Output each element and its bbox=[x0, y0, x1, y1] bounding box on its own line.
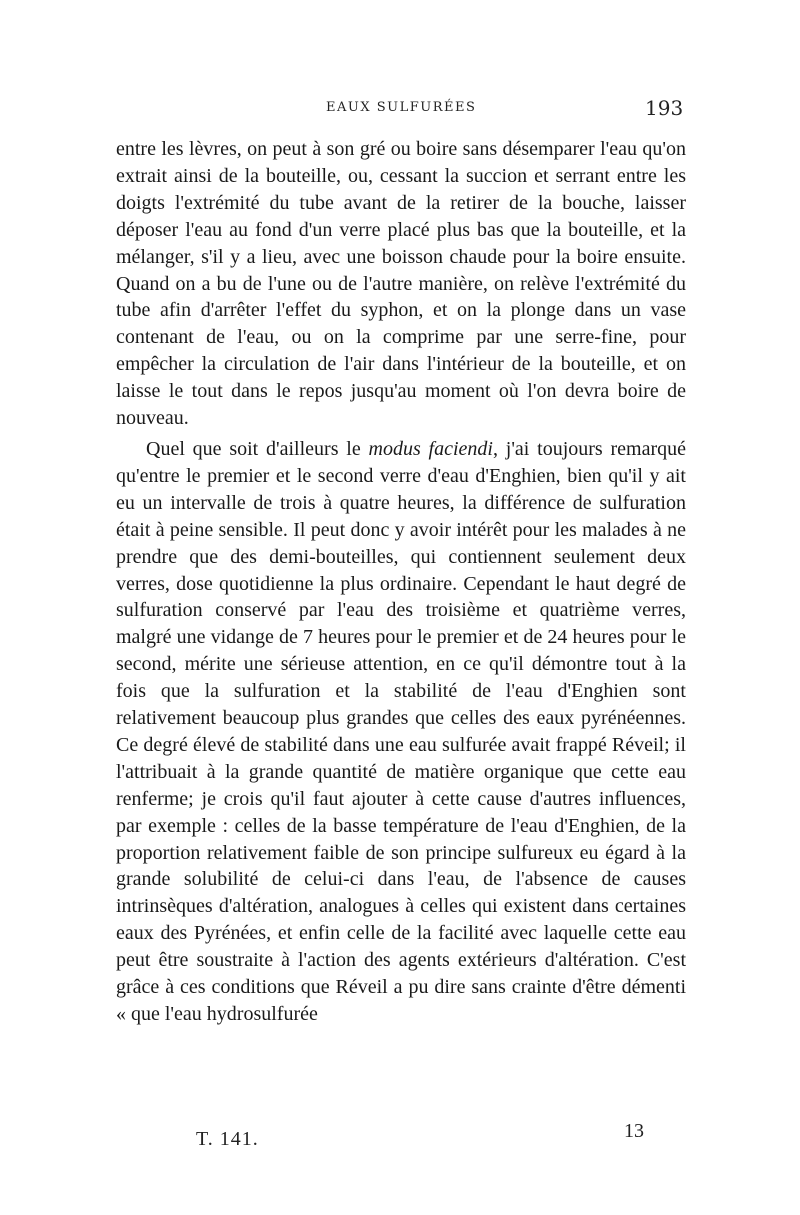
running-head: EAUX SULFURÉES bbox=[326, 100, 477, 115]
signature-mark: T. 141. bbox=[196, 1128, 259, 1150]
body-text bbox=[116, 136, 686, 1028]
latin-phrase: modus faciendi bbox=[368, 437, 493, 460]
paragraph-2-rest: , j'ai toujours remarqué qu'entre le premier et le second verre d'eau d'Enghien, bien qu'il y ait eu un intervalle de trois à quatre heures, la différence de sulfuration était à peine sensible. Il peut donc y avoir intérêt pour les malades à ne prendre que des demi-bouteilles, qui contiennent seulement deux verres, dose quotidienne la plus ordinaire. Cependant le haut degré de sulfuration conservé par l'eau des troisième et quatrième verres, malgré une vidange de 7 heures pour le premier et de 24 heures pour le second, mérite une sérieuse attention, en ce qu'il démontre tout à la fois que la sulfuration et la stabilité de l'eau d'Enghien sont relativement beaucoup plus grandes que celles des eaux pyrénéennes. Ce degré élevé de stabilité dans une eau sulfurée avait frappé Réveil; il l'attribuait à la grande quantité de matière organique que cette eau renferme; je crois qu'il faut ajouter à cette cause d'autres influences, par exemple : celles de la basse température de l'eau d'Enghien, de la proportion relativement faible de son principe sulfureux eu égard à la grande solubilité de celui-ci dans l'eau, de l'absence de causes intrinsèques d'altération, analogues à celles qui existent dans certaines eaux des Pyrénées, et enfin celle de la facilité avec laquelle cette eau peut être soustraite à l'action des agents extérieurs d'altération. C'est grâce à ces conditions que Réveil a pu dire sans crainte d'être démenti « que l'eau hydrosulfurée bbox=[116, 437, 686, 1025]
page-number: 193 bbox=[645, 96, 684, 120]
paragraph-1: entre les lèvres, on peut à son gré ou boire sans désemparer l'eau qu'on extrait ainsi de la bouteille, ou, cessant la succion et serrant entre les doigts l'extrémité du tube avant de la retirer de la bouche, laisser déposer l'eau au fond d'un verre placé plus bas que la bouteille, et la mélanger, s'il y a lieu, avec une boisson chaude pour la boire ensuite. Quand on a bu de l'une ou de l'autre manière, on relève l'extrémité du tube afin d'arrêter l'effet du syphon, et on la plonge dans un vase contenant de l'eau, ou on la comprime par une serre-fine, pour empêcher la circulation de l'air dans l'intérieur de la bouteille, et on laisse le tout dans le repos jusqu'au moment où l'on devra boire de nouveau. bbox=[116, 138, 686, 430]
paragraph-2-start: Quel que soit d'ailleurs le bbox=[146, 437, 369, 460]
sheet-number: 13 bbox=[624, 1120, 644, 1142]
paragraph-2 bbox=[116, 436, 686, 1028]
